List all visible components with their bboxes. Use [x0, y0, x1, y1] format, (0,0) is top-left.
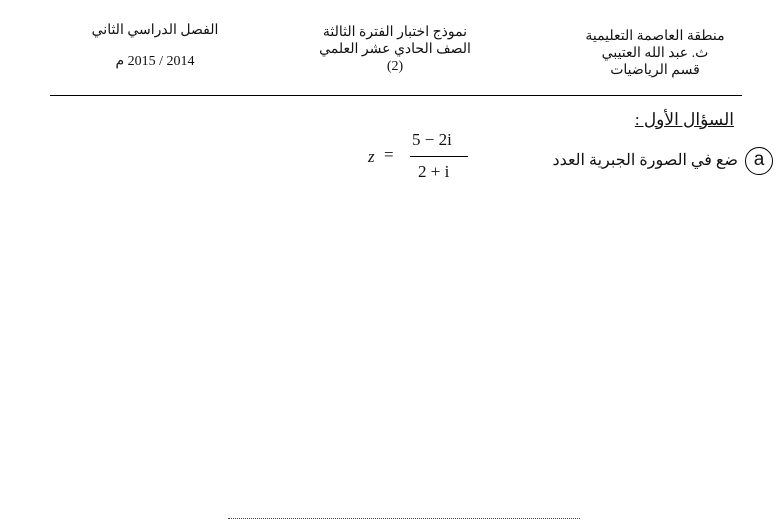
- header-teacher: ث. عبد الله العتيبي: [601, 46, 709, 61]
- formula-lhs: z: [368, 147, 375, 166]
- header-grade: الصف الحادي عشر العلمي: [319, 42, 471, 57]
- header-term-block: [60, 22, 250, 70]
- header-district-block: [560, 28, 750, 79]
- header-year: 2014 / 2015 م: [115, 54, 195, 69]
- fraction-bar: [410, 156, 468, 157]
- header-model-number: (2): [386, 59, 404, 74]
- formula-numerator: 5 − 2i: [412, 130, 452, 149]
- answer-dotted-line: [228, 518, 580, 519]
- header-district: منطقة العاصمة التعليمية: [585, 29, 725, 44]
- formula-denominator: 2 + i: [418, 162, 450, 181]
- formula-equals: =: [384, 145, 394, 164]
- header-department: قسم الرياضيات: [610, 63, 700, 78]
- header-term: الفصل الدراسي الثاني: [91, 23, 219, 38]
- header-exam-title: نموذج اختبار الفترة الثالثة: [322, 25, 468, 40]
- header-exam-block: [300, 24, 490, 75]
- question-title: السؤال الأول :: [634, 110, 734, 129]
- item-label-badge: a: [745, 147, 773, 175]
- question-text: ضع في الصورة الجبرية العدد: [552, 152, 738, 169]
- complex-number-formula: [360, 132, 490, 192]
- header-divider: [50, 95, 742, 96]
